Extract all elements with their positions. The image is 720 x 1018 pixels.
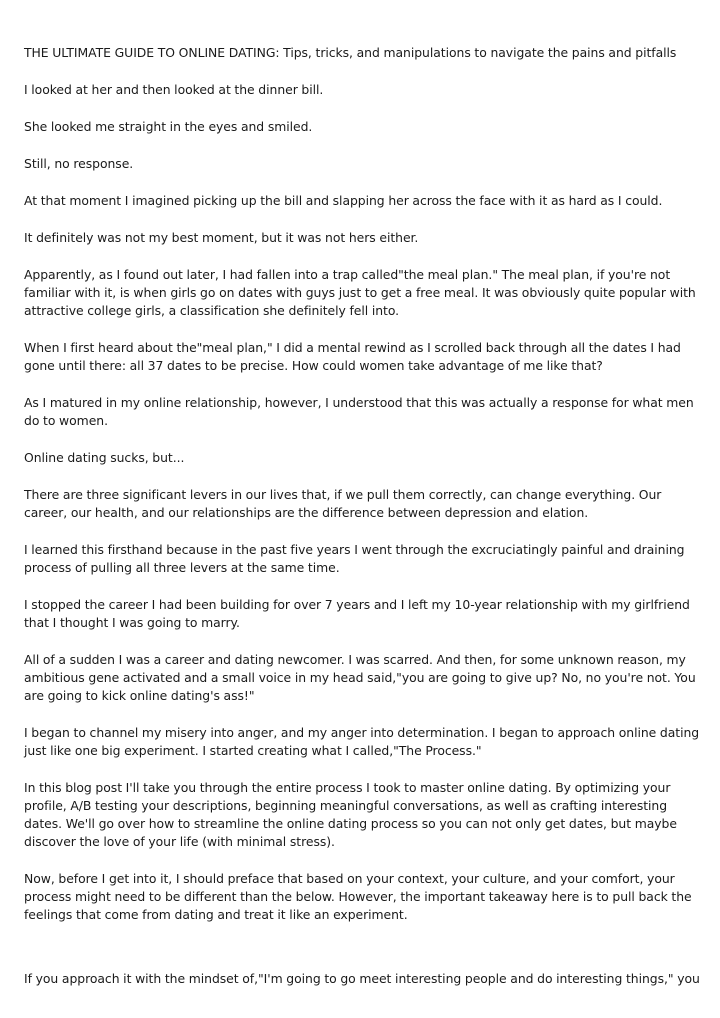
paragraph: I learned this firsthand because in the past five years I went through the excruciatingly painful and draining process of pulling all three levers at the same time.: [24, 542, 685, 575]
paragraph: At that moment I imagined picking up the bill and slapping her across the face with it as hard as I could.: [24, 193, 663, 208]
paragraph: All of a sudden I was a career and dating newcomer. I was scarred. And then, for some unknown reason, my ambitious gene activated and a small voice in my head said,"you are going to give up? No, no you're not. You are going to kick online dating's ass!": [24, 652, 696, 703]
document-title: THE ULTIMATE GUIDE TO ONLINE DATING: Tips, tricks, and manipulations to navigate the pains and pitfalls: [24, 45, 677, 60]
paragraph: I stopped the career I had been building for over 7 years and I left my 10-year relationship with my girlfriend that I thought I was going to marry.: [24, 597, 690, 630]
truncated-paragraph-container: [24, 970, 714, 992]
paragraph: Apparently, as I found out later, I had fallen into a trap called"the meal plan." The meal plan, if you're not familiar with it, is when girls go on dates with guys just to get a free meal. It was obviously quite popular with attractive college girls, a classification she definitely fell into.: [24, 267, 696, 318]
paragraph: I looked at her and then looked at the dinner bill.: [24, 82, 324, 97]
paragraph: I began to channel my misery into anger, and my anger into determination. I began to approach online dating just like one big experiment. I started creating what I called,"The Process.": [24, 725, 700, 758]
paragraph: It definitely was not my best moment, but it was not hers either.: [24, 230, 419, 245]
paragraph: Now, before I get into it, I should preface that based on your context, your culture, and your comfort, your process might need to be different than the below. However, the important takeaway here is to pull back the feelings that come from dating and treat it like an experiment.: [24, 871, 692, 922]
paragraph: As I matured in my online relationship, however, I understood that this was actually a response for what men do to women.: [24, 395, 694, 428]
paragraph: In this blog post I'll take you through the entire process I took to master online dating. By optimizing your profile, A/B testing your descriptions, beginning meaningful conversations, as well as crafting interesting dates. We'll go over how to streamline the online dating process so you can not only get dates, but maybe discover the love of your life (with minimal stress).: [24, 780, 677, 849]
paragraph: Online dating sucks, but...: [24, 450, 185, 465]
paragraph: She looked me straight in the eyes and smiled.: [24, 119, 313, 134]
document-body: [24, 44, 700, 943]
paragraph: There are three significant levers in our lives that, if we pull them correctly, can change everything. Our career, our health, and our relationships are the difference between depression and elation.: [24, 487, 662, 520]
paragraph: If you approach it with the mindset of,"I'm going to go meet interesting people and do interesting things," you: [24, 971, 700, 986]
paragraph: Still, no response.: [24, 156, 134, 171]
paragraph: When I first heard about the"meal plan," I did a mental rewind as I scrolled back through all the dates I had gone until there: all 37 dates to be precise. How could women take advantage of me like that?: [24, 340, 681, 373]
